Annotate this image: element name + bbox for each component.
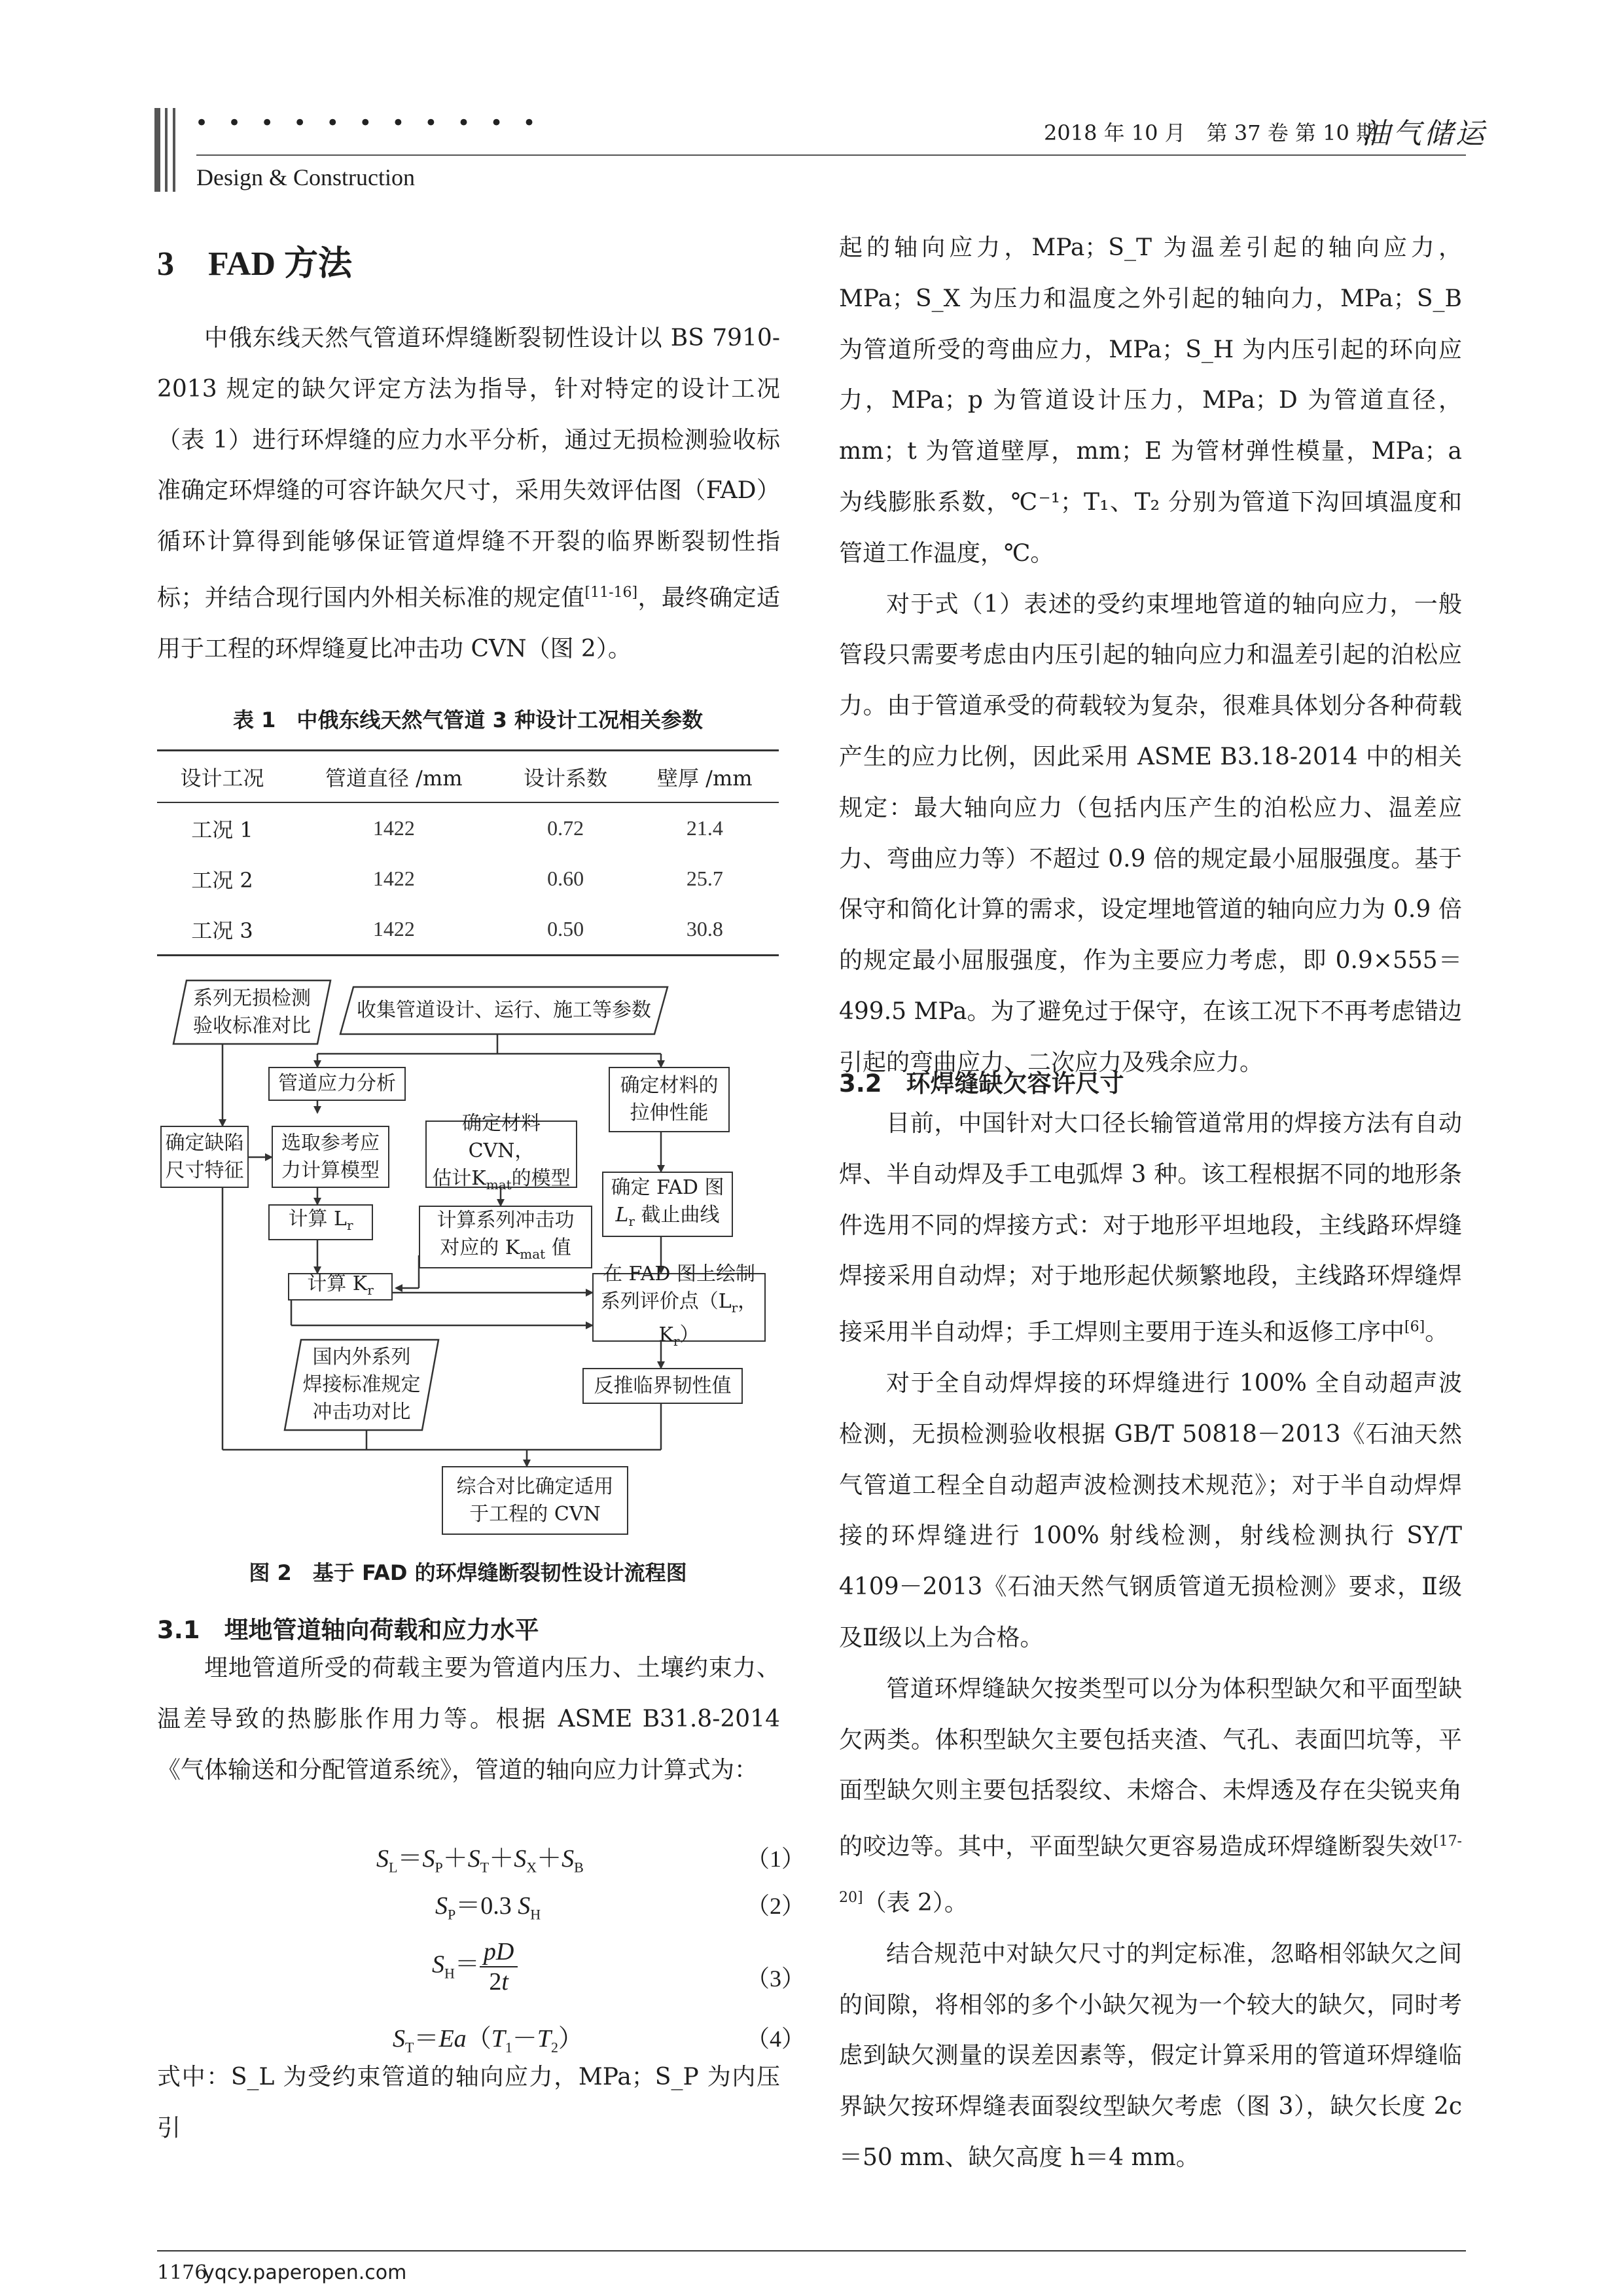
subscript: mat xyxy=(486,1177,512,1193)
section-3-1-paragraph xyxy=(157,1643,780,1795)
subscript: r xyxy=(367,1282,374,1298)
table-cell: 0.60 xyxy=(547,867,584,890)
table-cell: 1422 xyxy=(372,917,415,941)
critical-defect-paragraph: 结合规范中对缺欠尺寸的判定标准，忽略相邻缺欠之间的间隙，将相邻的多个小缺欠视为一个较大的缺欠，同时考虑到缺欠测量的误差因素等，假定计算采用的管道环焊缝临界缺欠按环焊缝表面裂纹型缺欠考虑（图 3），缺欠长度 2c＝50 mm、缺欠高度 h＝4 mm。 xyxy=(839,1940,1462,2171)
node-label: 综合对比确定适用 xyxy=(456,1475,614,1498)
table-cell: 30.8 xyxy=(686,917,723,941)
intro-tail: ，最终确定适用于工程的环焊缝夏比冲击功 CVN（图 2）。 xyxy=(157,584,780,662)
table-row xyxy=(157,802,779,853)
header-bar-thin-2 xyxy=(173,108,175,192)
axial-stress-paragraph: 对于式（1）表述的受约束埋地管道的轴向应力，一般管段只需要考虑由内压引起的轴向应力和温差引起的泊松应力。由于管道承受的荷载较为复杂，很难具体划分各种荷载产生的应力比例，因此采用 ASME B3.18-2014 中的相关规定：最大轴向应力（包括内压产生的泊松应力、温差应力、弯曲应力等）不超过 0.9 倍的规定最小屈服强度。基于保守和简化计算的需求，设定埋地管道的轴向应力为 0.9 倍的规定最小屈服强度，作为主要应力考虑，即 0.9×555＝499.5 MPa。为了避免过于保守，在该工况下不再考虑错边引起的弯曲应力、二次应力及残余应力。 xyxy=(839,590,1462,1076)
table-cell: 1422 xyxy=(372,816,415,840)
defect-types-paragraph xyxy=(839,1664,1462,1929)
table-row xyxy=(157,904,779,956)
col-design-factor: 设计系数 xyxy=(524,765,608,791)
section-3-1-heading: 3.1 埋地管道轴向荷载和应力水平 xyxy=(157,1616,539,1644)
col-thickness: 壁厚 /mm xyxy=(656,765,753,791)
col-diameter: 管道直径 /mm xyxy=(325,765,463,791)
node-kmat-values xyxy=(419,1206,592,1268)
defect-text: 管道环焊缝缺欠按类型可以分为体积型缺欠和平面型缺欠两类。体积型缺欠主要包括夹渣、气孔、表面凹坑等，平面型缺欠则主要包括裂纹、未熔合、未焊透及存在尖锐夹角的咬边等。其中，平面型缺欠更容易造成环焊缝断裂失效 xyxy=(839,1675,1462,1861)
node-defect-size xyxy=(160,1126,249,1188)
node-label xyxy=(615,1202,719,1235)
footer-rule xyxy=(157,2250,1466,2251)
section-3-1-text: 埋地管道所受的荷载主要为管道内压力、土壤约束力、温差导致的热膨胀作用力等。根据 ASME B31.8-2014《气体输送和分配管道系统》，管道的轴向应力计算式为： xyxy=(157,1655,780,1784)
node-collect-params xyxy=(340,987,668,1034)
defect-ref: [17-20] xyxy=(839,1833,1462,1906)
node-label: 拉伸性能 xyxy=(630,1102,709,1124)
journal-name: 油气储运 xyxy=(1361,117,1487,151)
node-label: 于工程的 CVN xyxy=(469,1502,601,1526)
equation-1-number: （1） xyxy=(746,1846,806,1872)
intro-ref: [11-16] xyxy=(584,584,638,601)
where-text: 式中：S_L 为受约束管道的轴向应力，MPa；S_P 为内压引 xyxy=(157,2064,780,2142)
equation-2-number: （2） xyxy=(746,1893,806,1919)
node-label xyxy=(594,1288,764,1355)
equation-4-number: （4） xyxy=(746,2026,806,2052)
node-label: 力计算模型 xyxy=(281,1158,380,1182)
node-label-part: 计算 L xyxy=(288,1208,347,1230)
node-fad-cutoff xyxy=(602,1172,733,1237)
right-column-bottom xyxy=(839,1098,1462,2183)
node-ndt-comparison xyxy=(173,980,330,1044)
table-header-row xyxy=(157,751,779,803)
node-calc-lr xyxy=(268,1204,373,1240)
subscript: r xyxy=(673,1333,680,1349)
welding-tail: 。 xyxy=(1425,1319,1449,1346)
section-3-2-heading: 3.2 环焊缝缺欠容许尺寸 xyxy=(839,1069,1124,1098)
subscript: r xyxy=(346,1217,353,1233)
table-cell: 25.7 xyxy=(686,867,723,890)
header-bar-thin xyxy=(165,108,168,192)
node-label: 国内外系列 xyxy=(312,1346,411,1369)
table-cell: 工况 3 xyxy=(191,918,253,943)
node-plot-fad xyxy=(592,1262,766,1349)
node-label-part: ） xyxy=(679,1323,700,1346)
node-label-part: 计算 K xyxy=(307,1272,368,1295)
defect-tail: （表 2）。 xyxy=(863,1889,968,1916)
node-label-part: L xyxy=(615,1203,629,1227)
ndt-paragraph: 对于全自动焊焊接的环焊缝进行 100% 全自动超声波检测，无损检测验收根据 GB/T 50818－2013《石油天然气管道工程全自动超声波检测技术规范》；对于半自动焊焊接的环焊缝进行 100% 射线检测，射线检测执行 SY/T 4109－2013《石油天然气钢质管道无损检测》要求，Ⅱ级及Ⅱ级以上为合格。 xyxy=(839,1369,1462,1651)
node-label: 管道应力分析 xyxy=(278,1072,396,1095)
equation-3: $S_H=$ $\frac{pD}{2t}$ xyxy=(432,1937,518,1996)
node-label-part: 对应的 K xyxy=(440,1236,520,1259)
subscript: mat xyxy=(520,1246,546,1262)
header-dots: ••••••••••• xyxy=(195,110,556,136)
node-label: 系列无损检测 xyxy=(193,986,311,1010)
table-cell: 工况 1 xyxy=(191,817,253,842)
node-label: 收集管道设计、运行、施工等参数 xyxy=(357,999,651,1022)
header-bar-thick xyxy=(154,108,160,192)
node-label: 尺寸特征 xyxy=(165,1158,244,1182)
node-label-part: 截止曲线 xyxy=(634,1203,720,1227)
where-clause xyxy=(157,2052,780,2154)
intro-text: 中俄东线天然气管道环焊缝断裂韧性设计以 BS 7910-2013 规定的缺欠评定方法为指导，针对特定的设计工况（表 1）进行环焊缝的应力水平分析，通过无损检测验收标准确定环焊缝的可容许缺欠尺寸，采用失效评估图（FAD）循环计算得到能够保证管道焊缝不开裂的临界断裂韧性指标；并结合现行国内外相关标准的规定值 xyxy=(157,325,780,611)
welding-methods-paragraph xyxy=(839,1098,1462,1358)
subscript: r xyxy=(731,1299,738,1316)
intro-paragraph xyxy=(157,313,780,675)
table-cell: 21.4 xyxy=(686,816,723,840)
node-label-part: 系列评价点（L xyxy=(600,1289,732,1313)
table-cell: 0.50 xyxy=(547,917,584,941)
node-label: 选取参考应 xyxy=(281,1131,380,1155)
table-1-caption: 表 1 中俄东线天然气管道 3 种设计工况相关参数 xyxy=(233,708,703,732)
design-params-table xyxy=(157,749,779,956)
node-label: 在 FAD 图上绘制 xyxy=(603,1262,755,1285)
node-final-cvn xyxy=(442,1466,628,1535)
journal-url: yqcy.paperopen.com xyxy=(203,2261,407,2284)
col-condition: 设计工况 xyxy=(180,765,264,791)
welding-text: 目前，中国针对大口径长输管道常用的焊接方法有自动焊、半自动焊及手工电弧焊 3 种。该工程根据不同的地形条件选用不同的焊接方式：对于地形平坦地段，主线路环焊缝焊接采用自动焊；对于地形起伏频繁地段，主线路环焊缝焊接采用半自动焊；手工焊则主要用于连头和返修工序中 xyxy=(839,1110,1462,1346)
table-cell: 工况 2 xyxy=(191,867,253,893)
node-label-part: ，K xyxy=(658,1289,758,1346)
header-rule xyxy=(196,154,1466,156)
node-label: 确定缺陷 xyxy=(165,1131,244,1155)
node-label: 焊接标准规定 xyxy=(302,1373,421,1396)
welding-ref: [6] xyxy=(1404,1319,1425,1336)
subscript: r xyxy=(628,1213,635,1229)
node-label: 验收标准对比 xyxy=(193,1014,311,1037)
equation-2: $S_P=0.3$ $S_H$ xyxy=(435,1892,541,1923)
node-label: 确定材料 CVN， xyxy=(462,1112,541,1162)
node-label-part: 估计K xyxy=(432,1167,486,1190)
node-label: 冲击功对比 xyxy=(312,1401,411,1424)
node-label: 确定 FAD 图 xyxy=(611,1175,724,1199)
node-label xyxy=(288,1206,353,1239)
equation-4: $S_T=Ea(T_1-T_2)$ xyxy=(393,2025,584,2056)
node-standards-comparison xyxy=(285,1340,438,1430)
section-3-heading: 3 FAD 方法 xyxy=(157,245,353,283)
node-label-part: 值 xyxy=(545,1236,571,1259)
node-tensile-props xyxy=(609,1067,730,1132)
node-ref-stress-model xyxy=(272,1126,389,1188)
node-label xyxy=(440,1234,571,1268)
section-name: Design & Construction xyxy=(196,164,415,190)
variable-definitions: 起的轴向应力，MPa；S_T 为温差引起的轴向应力，MPa；S_X 为压力和温度之外引起的轴向力，MPa；S_B 为管道所受的弯曲应力，MPa；S_H 为内压引起的环向应力，MPa；p 为管道设计压力，MPa；D 为管道直径，mm；t 为管道壁厚，mm；E 为管材弹性模量，MPa；a 为线膨胀系数，℃⁻¹；T₁、T₂ 分别为管道下沟回填温度和管道工作温度，℃。 xyxy=(839,234,1462,567)
node-label xyxy=(432,1165,570,1198)
node-label: 反推临界韧性值 xyxy=(594,1374,732,1397)
node-cvn-kmat-model xyxy=(425,1112,577,1193)
node-critical-toughness xyxy=(582,1368,743,1404)
header-date-volume: 2018 年 10 月 第 37 卷 第 10 期 xyxy=(1044,120,1377,145)
node-label xyxy=(307,1270,374,1304)
figure-2-caption: 图 2 基于 FAD 的环焊缝断裂韧性设计流程图 xyxy=(249,1560,687,1585)
node-label: 确定材料的 xyxy=(620,1074,719,1097)
right-column-top xyxy=(839,223,1462,1088)
equation-1: $S_L=S_P+S_T+S_X+S_B$ xyxy=(376,1845,584,1876)
table-row xyxy=(157,853,779,904)
table-cell: 1422 xyxy=(372,867,415,890)
page-number: 1176 xyxy=(157,2261,207,2284)
node-stress-analysis xyxy=(268,1067,406,1101)
node-label: 计算系列冲击功 xyxy=(437,1208,575,1232)
table-cell: 0.72 xyxy=(547,816,584,840)
equation-3-number: （3） xyxy=(746,1965,806,1992)
node-label-part: 的模型 xyxy=(511,1167,571,1190)
node-calc-kr xyxy=(288,1273,393,1300)
